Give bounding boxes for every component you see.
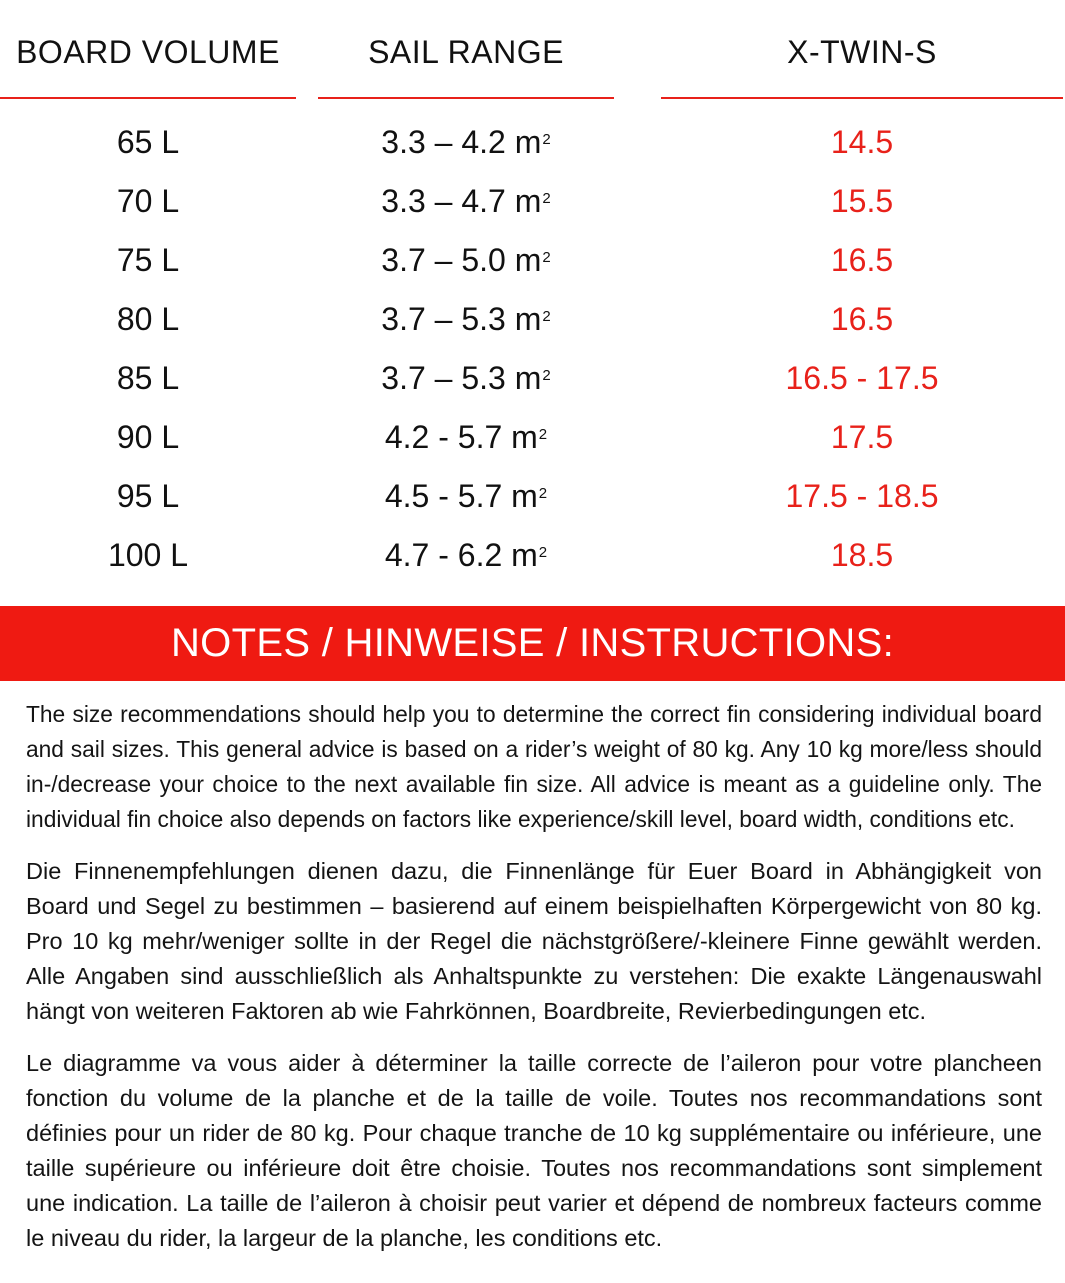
header-sail-range: SAIL RANGE <box>368 34 564 70</box>
cell-sail-range: 3.7 – 5.3 $m^2$ <box>381 360 551 396</box>
note-paragraph-english: The size recommendations should help you to determine the correct fin considering individual board and sail sizes. This general advice is based on a rider’s weight of 80 kg. Any 10 kg more/less should in-/decrease your choice to the next available fin size. All advice is meant as a guideline only. The individual fin choice also depends on factors like experience/skill level, board width, conditions etc. <box>26 701 1042 832</box>
cell-fin-size: 14.5 <box>830 124 894 160</box>
cell-fin-size: 18.5 <box>830 537 894 573</box>
cell-sail-range: 3.3 – 4.7 $m^2$ <box>381 183 551 219</box>
header-rule-sail-range <box>318 97 614 99</box>
cell-volume: 95 L <box>116 478 180 514</box>
cell-volume: 100 L <box>107 537 189 573</box>
cell-sail-range: 3.7 – 5.0 $m^2$ <box>381 242 551 278</box>
cell-fin-size: 15.5 <box>830 183 894 219</box>
notes-title: NOTES / HINWEISE / INSTRUCTIONS: <box>171 621 894 665</box>
cell-sail-range: 3.3 – 4.2 $m^2$ <box>381 124 551 160</box>
notes-body <box>26 697 1042 1273</box>
cell-sail-range: 4.7 - 6.2 $m^2$ <box>384 537 548 573</box>
cell-fin-size: 16.5 <box>830 242 894 278</box>
cell-fin-size: 17.5 <box>830 419 894 455</box>
cell-sail-range: 3.7 – 5.3 $m^2$ <box>381 301 551 337</box>
cell-volume: 75 L <box>116 242 180 278</box>
cell-fin-size: 16.5 - 17.5 <box>785 360 939 396</box>
cell-sail-range: 4.2 - 5.7 $m^2$ <box>384 419 548 455</box>
cell-volume: 90 L <box>116 419 180 455</box>
header-board-volume: BOARD VOLUME <box>16 34 280 70</box>
header-model: X-TWIN-S <box>787 34 937 70</box>
cell-sail-range: 4.5 - 5.7 $m^2$ <box>384 478 548 514</box>
cell-volume: 80 L <box>116 301 180 337</box>
header-rule-model <box>661 97 1063 99</box>
note-paragraph-german: Die Finnenempfehlungen dienen dazu, die Finnenlänge für Euer Board in Abhängigkeit von Board und Segel zu bestimmen – basierend auf einem beispielhaften Körpergewicht von 80 kg. Pro 10 kg mehr/weniger sollte in der Regel die nächstgrößere/-kleinere Finne gewählt werden. Alle Angaben sind ausschließlich als Anhaltspunkte zu verstehen: Die exakte Längenauswahl hängt von weiteren Faktoren ab wie Fahrkönnen, Boardbreite, Revierbedingungen etc. <box>26 858 1042 1024</box>
cell-fin-size: 16.5 <box>830 301 894 337</box>
cell-volume: 85 L <box>116 360 180 396</box>
cell-volume: 65 L <box>116 124 180 160</box>
cell-volume: 70 L <box>116 183 180 219</box>
notes-banner <box>0 606 1065 681</box>
header-rule-board-volume <box>0 97 296 99</box>
cell-fin-size: 17.5 - 18.5 <box>785 478 939 514</box>
note-paragraph-french: Le diagramme va vous aider à déterminer la taille correcte de l’aileron pour votre plancheen fonction du volume de la planche et de la taille de voile. Toutes nos recommandations sont définies pour un rider de 80 kg. Pour chaque tranche de 10 kg supplémentaire ou inférieure, une taille supérieure ou inférieure doit être choisie. Toutes nos recommandations sont simplement une indication. La taille de l’aileron à choisir peut varier et dépend de nombreux facteurs comme le niveau du rider, la largeur de la planche, les conditions etc. <box>26 1050 1042 1251</box>
